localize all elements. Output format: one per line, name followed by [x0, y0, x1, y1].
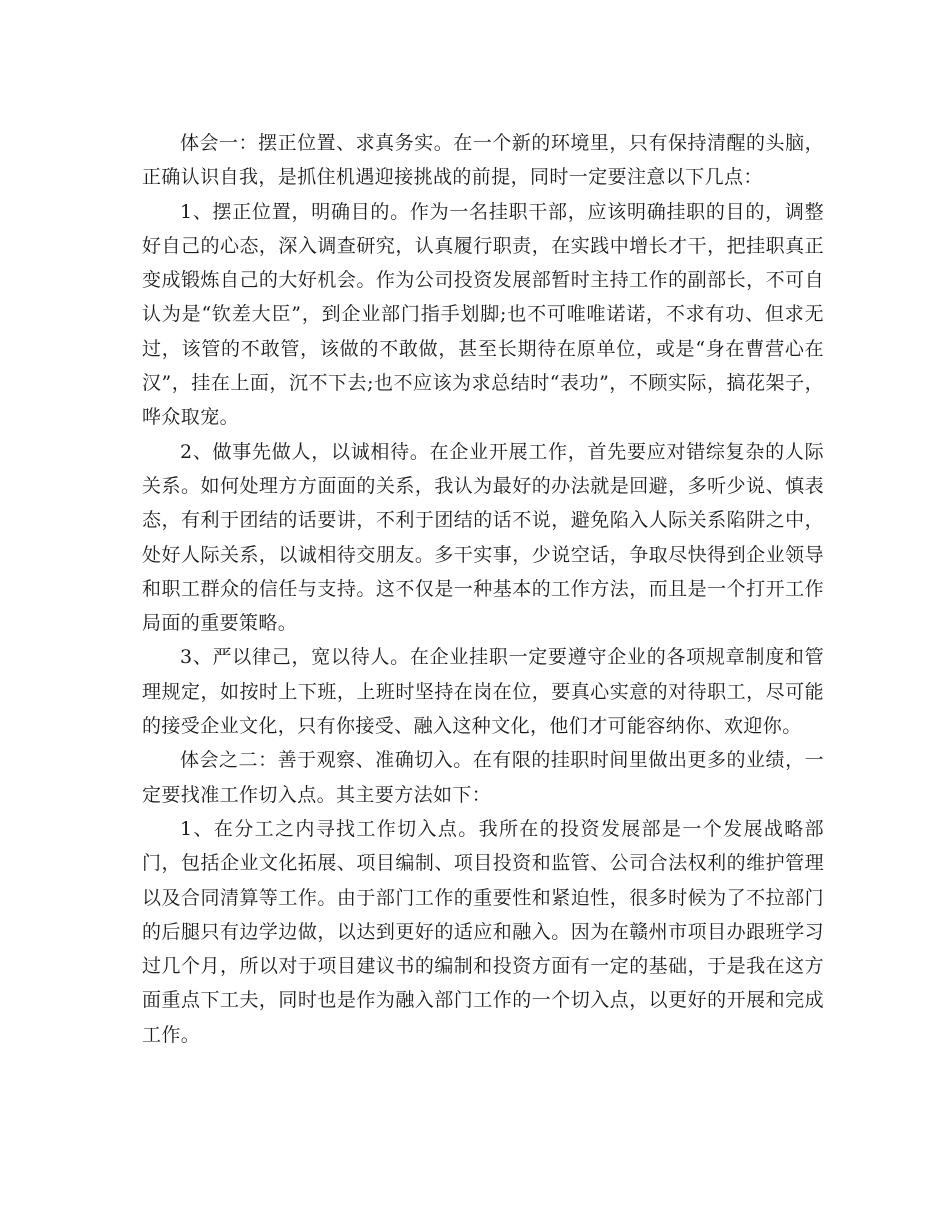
paragraph-point-1-entry: 1、在分工之内寻找工作切入点。我所在的投资发展部是一个发展战略部门，包括企业文化拓展、项目编制、项目投资和监管、公司合法权利的维护管理以及合同清算等工作。由于部门工作的重要性和紧迫性，很多时候为了不拉部门的后腿只有边学边做，以达到更好的适应和融入。因为在赣州市项目办跟班学习过几个月，所以对于项目建议书的编制和投资方面有一定的基础，于是我在这方面重点下工夫，同时也是作为融入部门工作的一个切入点，以更好的开展和完成工作。: [142, 817, 824, 1046]
paragraph-point-3-discipline: 3、严以律己，宽以待人。在企业挂职一定要遵守企业的各项规章制度和管理规定，如按时上下班，上班时坚持在岗在位，要真心实意的对待职工，尽可能的接受企业文化，只有你接受、融入这种文化，他们才可能容纳你、欢迎你。: [142, 646, 824, 738]
paragraph-point-1-position: 1、摆正位置，明确目的。作为一名挂职干部，应该明确挂职的目的，调整好自己的心态，深入调查研究，认真履行职责，在实践中增长才干，把挂职真正变成锻炼自己的大好机会。作为公司投资发展部暂时主持工作的副部长，不可自认为是“钦差大臣”，到企业部门指手划脚;也不可唯唯诺诺，不求有功、但求无过，该管的不敢管，该做的不敢做，甚至长期待在原单位，或是“身在曹营心在汉”，挂在上面，沉不下去;也不应该为求总结时“表功”，不顾实际，搞花架子，哗众取宠。: [142, 200, 824, 429]
paragraph-point-2-sincerity: 2、做事先做人，以诚相待。在企业开展工作，首先要应对错综复杂的人际关系。如何处理方方面面的关系，我认为最好的办法就是回避，多听少说、慎表态，有利于团结的话要讲，不利于团结的话不说，避免陷入人际关系陷阱之中，处好人际关系，以诚相待交朋友。多干实事，少说空话，争取尽快得到企业领导和职工群众的信任与支持。这不仅是一种基本的工作方法，而且是一个打开工作局面的重要策略。: [142, 440, 824, 635]
document-body: [142, 126, 824, 1052]
paragraph-insight-two: 体会之二：善于观察、准确切入。在有限的挂职时间里做出更多的业绩，一定要找准工作切入点。其主要方法如下：: [142, 749, 824, 806]
paragraph-insight-one: 体会一：摆正位置、求真务实。在一个新的环境里，只有保持清醒的头脑，正确认识自我，是抓住机遇迎接挑战的前提，同时一定要注意以下几点：: [142, 132, 824, 189]
